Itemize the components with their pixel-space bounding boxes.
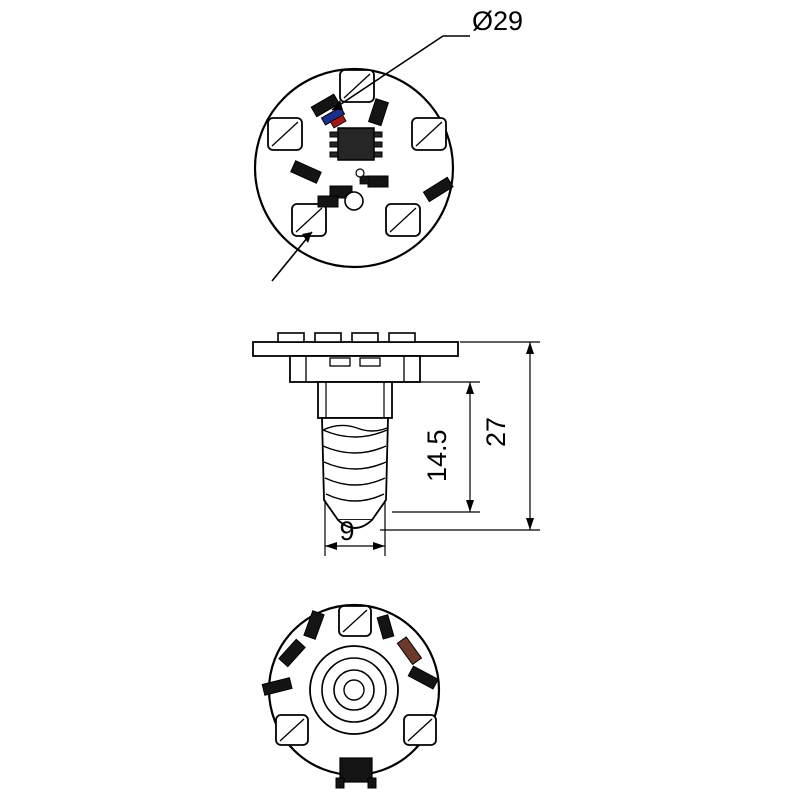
connector-block [340,758,372,782]
dimension-label-height-total: 27 [481,416,511,447]
connector-pin [336,778,344,788]
side-flange-plate [253,342,458,356]
connector-pin [368,778,376,788]
side-body [290,356,420,382]
bottom-view [262,605,439,788]
ic-chip [338,128,374,160]
center-contact [344,680,364,700]
smd-component [368,176,388,187]
dimension-label-thread-diameter: 9 [339,516,355,546]
via-hole [356,169,364,177]
side-collar [318,382,392,418]
dimension-label-height-thread: 14.5 [422,429,452,482]
smd-component [318,196,338,207]
via-hole [345,192,363,210]
side-top-bumps [278,333,415,342]
top-view [255,36,470,281]
dimension-label-diameter: Ø29 [472,6,524,36]
